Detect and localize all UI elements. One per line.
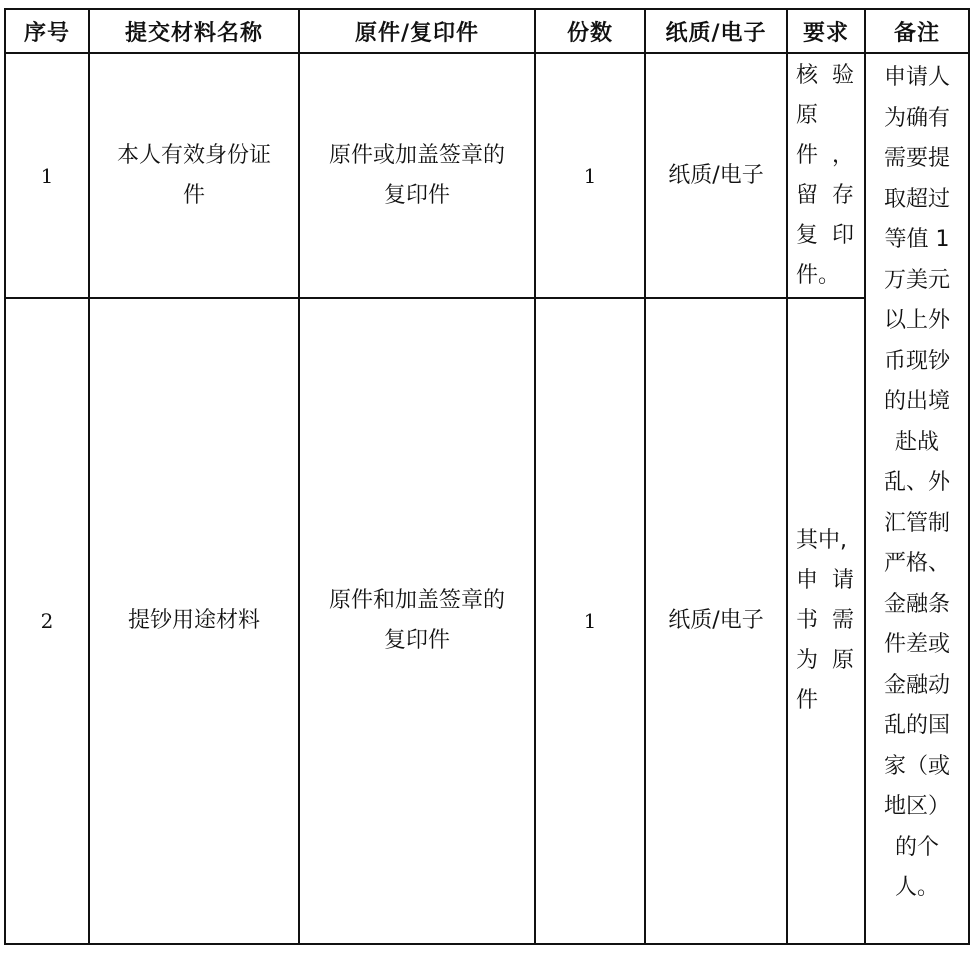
remark-line: 汇管制 — [883, 510, 950, 536]
materials-table — [4, 8, 970, 945]
row2-paper-electronic: 纸质/电子 — [668, 608, 764, 633]
remark-line: 的出境 — [883, 389, 950, 414]
remark-line: 赴战 — [894, 429, 939, 455]
header-material-name: 提交材料名称 — [124, 20, 263, 46]
remark-line: 地区） — [883, 794, 950, 819]
row1-requirement-line: 件。 — [796, 262, 841, 288]
remark-line: 人。 — [894, 875, 939, 900]
row1-requirement-line: 原 — [796, 102, 819, 128]
remark-line: 的个 — [894, 834, 939, 860]
remark-line: 申请人 — [883, 65, 950, 90]
row2-original-copy-line1: 原件和加盖签章的 — [328, 588, 505, 613]
remark-line: 金融条 — [883, 591, 950, 617]
row2-serial-number: 2 — [40, 609, 54, 633]
remark-line: 为确有 — [883, 105, 950, 131]
remark-line: 件差或 — [883, 632, 950, 657]
row1-requirement-line: 复 印 — [796, 222, 854, 248]
header-remark: 备注 — [893, 20, 940, 46]
row1-requirement-line: 核 验 — [796, 62, 854, 88]
table-border-bottom — [4, 943, 970, 945]
row1-original-copy — [300, 54, 534, 297]
row2-requirement-line: 其中, — [796, 528, 847, 553]
row2-copies: 1 — [583, 609, 597, 633]
row2-requirement-line: 件 — [796, 688, 819, 713]
remark-line: 家（或 — [883, 753, 950, 779]
row2-original-copy — [300, 299, 534, 943]
header-copies: 份数 — [566, 20, 613, 46]
remark-line: 等值 1 — [884, 227, 950, 252]
row2-requirement-line: 书 需 — [796, 608, 854, 633]
row1-requirement-line: 件 ， — [796, 142, 854, 168]
table-border-right — [968, 8, 970, 945]
header-paper-electronic: 纸质/电子 — [665, 20, 767, 46]
row2-requirement-line: 申 请 — [796, 568, 854, 593]
header-serial-number: 序号 — [23, 20, 70, 46]
row1-serial-number: 1 — [40, 163, 54, 188]
row1-original-copy-line1: 原件或加盖签章的 — [328, 142, 505, 168]
remark-line: 以上外 — [883, 308, 950, 333]
remark-line: 乱、外 — [883, 470, 950, 495]
row1-requirement-line: 留 存 — [796, 182, 854, 208]
row1-paper-electronic: 纸质/电子 — [668, 162, 764, 188]
row1-material-name-line2: 件 — [182, 182, 205, 208]
row1-original-copy-line2: 复印件 — [383, 182, 450, 208]
header-requirement: 要求 — [802, 20, 849, 46]
row2-original-copy-line2: 复印件 — [383, 628, 450, 653]
header-original-copy: 原件/复印件 — [354, 20, 480, 46]
remark-line: 万美元 — [883, 267, 950, 293]
row2-material-name: 提钞用途材料 — [127, 608, 260, 633]
remark-cell — [866, 54, 968, 943]
row1-material-name-line1: 本人有效身份证 — [116, 142, 271, 168]
remark-line: 币现钞 — [883, 348, 950, 374]
remark-line: 需要提 — [883, 146, 950, 171]
row2-requirement — [788, 299, 864, 943]
remark-line: 取超过 — [883, 186, 950, 212]
remark-line: 金融动 — [883, 672, 950, 698]
remark-text — [884, 58, 950, 909]
row1-copies: 1 — [583, 163, 597, 188]
remark-line: 乱的国 — [883, 713, 950, 738]
row1-requirement — [788, 54, 864, 297]
row2-requirement-line: 为 原 — [796, 648, 854, 673]
row1-material-name — [90, 54, 298, 297]
remark-line: 严格、 — [883, 551, 950, 576]
